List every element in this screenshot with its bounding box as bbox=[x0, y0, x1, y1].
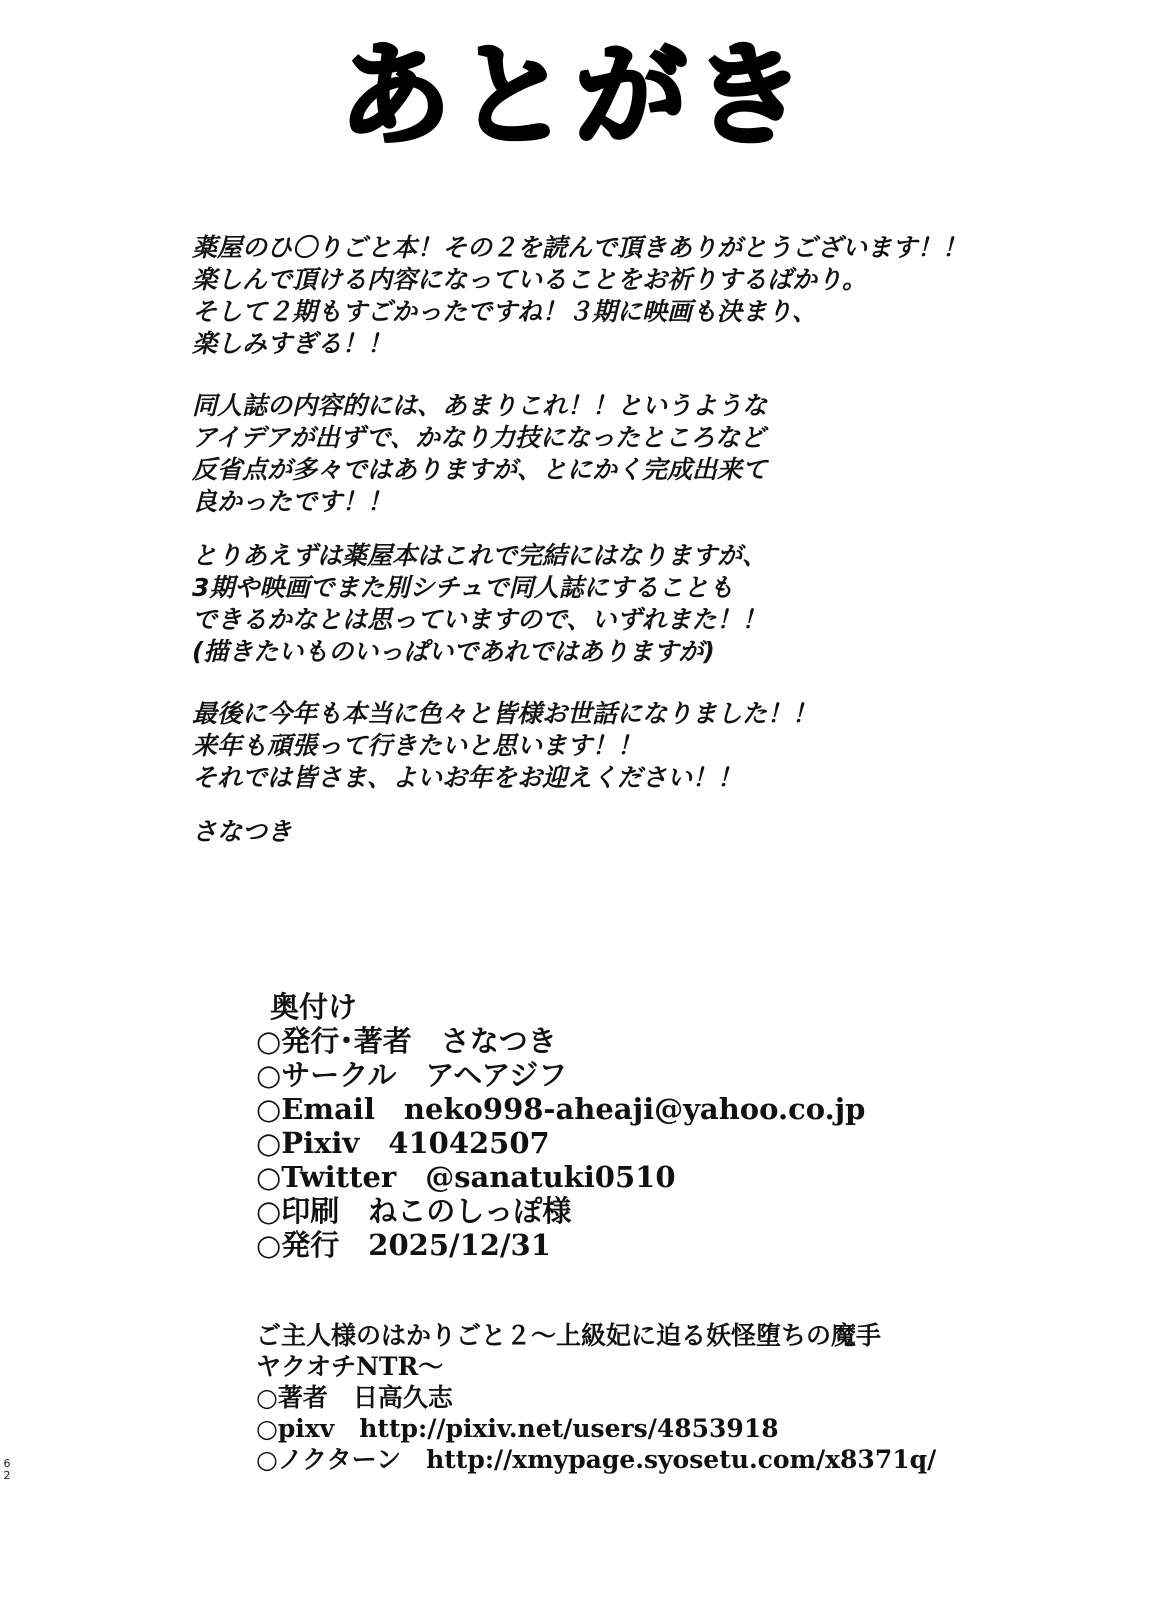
message-line: とりあえずは薬屋本はこれで完結にはなりますが、 bbox=[192, 541, 768, 570]
page-number-digit: 2 bbox=[3, 1469, 11, 1482]
paragraph-gap bbox=[192, 360, 1092, 390]
message-line: 薬屋のひ〇りごと本！その２を読んで頂きありがとうございます！！ bbox=[192, 233, 968, 262]
message-line: 最後に今年も本当に色々と皆様お世話になりました！！ bbox=[192, 699, 818, 728]
message-line: 良かったです！！ bbox=[192, 487, 393, 516]
signature: さなつき bbox=[192, 817, 293, 846]
original-work-credits bbox=[256, 1320, 1056, 1475]
page-number bbox=[1, 1458, 13, 1482]
colophon-printer: ○印刷 ねこのしっぽ様 bbox=[256, 1194, 572, 1228]
message-line: (描きたいものいっぱいであれではありますが) bbox=[192, 637, 715, 666]
page-number-digit: 6 bbox=[3, 1457, 11, 1470]
colophon-twitter: ○Twitter @sanatuki0510 bbox=[256, 1160, 676, 1194]
credits-subtitle: ヤクオチNTR～ bbox=[256, 1352, 444, 1381]
message-line: 同人誌の内容的には、あまりこれ！！というような bbox=[192, 391, 768, 420]
message-line: 来年も頑張って行きたいと思います！！ bbox=[192, 731, 643, 760]
paragraph-gap bbox=[192, 518, 1092, 540]
colophon-email: ○Email neko998-aheaji@yahoo.co.jp bbox=[256, 1092, 866, 1126]
colophon-date: ○発行 2025/12/31 bbox=[256, 1228, 551, 1262]
credits-title: ご主人様のはかりごと２～上級妃に迫る妖怪堕ちの魔手 bbox=[256, 1321, 882, 1350]
message-line: 楽しんで頂ける内容になっていることをお祈りするばかり。 bbox=[192, 265, 868, 294]
paragraph-gap bbox=[192, 668, 1092, 698]
credits-author: ○著者 日高久志 bbox=[256, 1383, 453, 1412]
credits-pixiv: ○pixv http://pixiv.net/users/4853918 bbox=[256, 1414, 779, 1443]
colophon-heading: 奥付け bbox=[270, 990, 358, 1024]
colophon-publisher: ○発行･著者 さなつき bbox=[256, 1024, 557, 1058]
colophon bbox=[256, 990, 1056, 1262]
message-line: できるかなとは思っていますので、いずれまた！！ bbox=[192, 605, 767, 634]
message-line: 楽しみすぎる！！ bbox=[192, 329, 393, 358]
paragraph-gap bbox=[192, 794, 1092, 816]
colophon-pixiv: ○Pixiv 41042507 bbox=[256, 1126, 550, 1160]
message-line: それでは皆さま、よいお年をお迎えください！！ bbox=[192, 763, 743, 792]
message-line: 反省点が多々ではありますが、とにかく完成出来て bbox=[192, 455, 768, 484]
message-line: 3期や映画でまた別シチュで同人誌にすることも bbox=[192, 573, 734, 602]
colophon-circle: ○サークル アヘアジフ bbox=[256, 1058, 568, 1092]
afterword-message bbox=[192, 232, 1092, 848]
message-line: そして２期もすごかったですね！３期に映画も決まり、 bbox=[192, 297, 818, 326]
credits-nocturne: ○ノクターン http://xmypage.syosetu.com/x8371q/ bbox=[256, 1445, 937, 1474]
page-title: あとがき bbox=[339, 31, 811, 161]
message-line: アイデアが出ずで、かなり力技になったところなど bbox=[192, 423, 766, 452]
